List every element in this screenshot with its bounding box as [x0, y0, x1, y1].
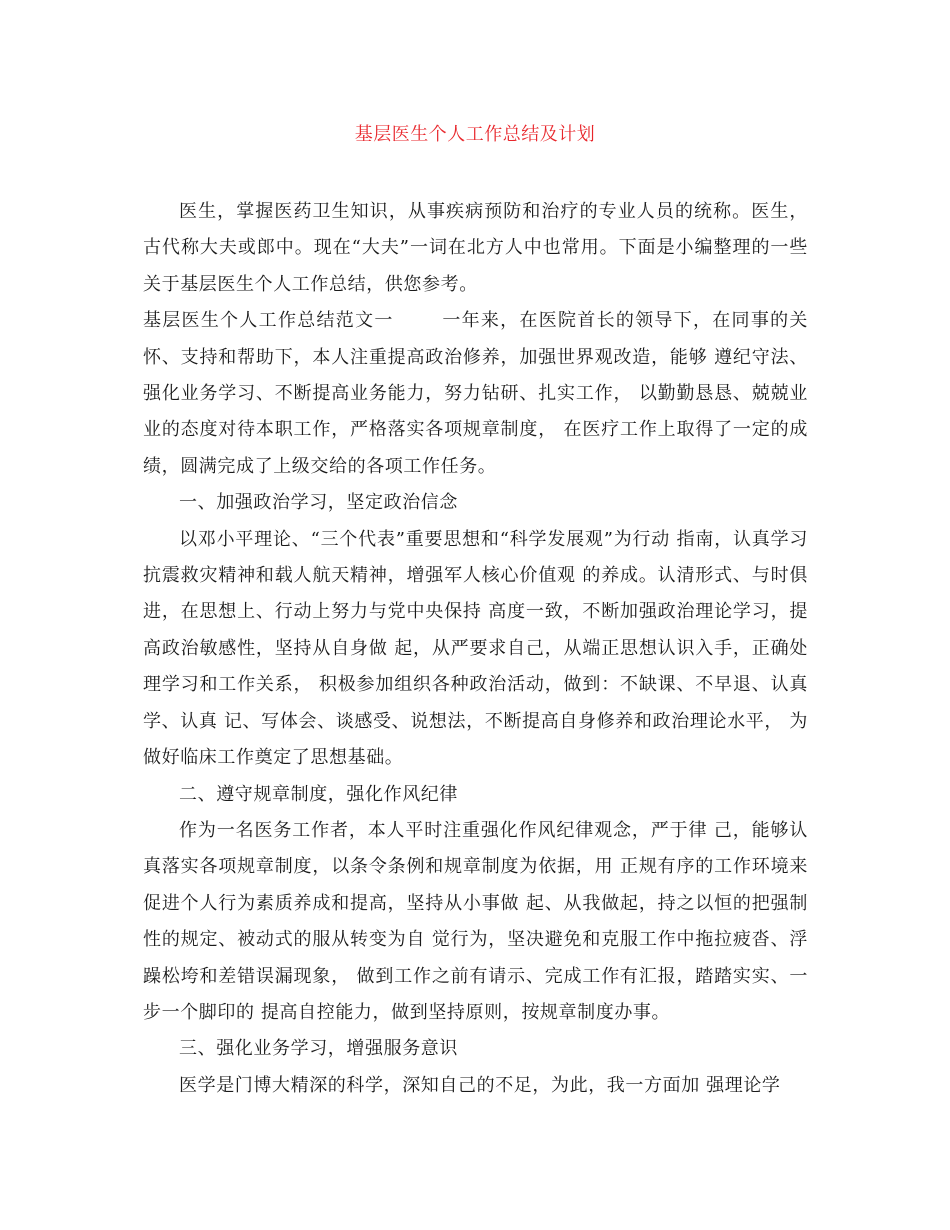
- section2-heading: 二、遵守规章制度，强化作风纪律: [179, 783, 458, 805]
- document-title: 基层医生个人工作总结及计划: [354, 124, 596, 145]
- section1-heading: 一、加强政治学习，坚定政治信念: [179, 492, 458, 514]
- sample-heading: 基层医生个人工作总结范文一: [143, 310, 394, 332]
- document-body: [143, 194, 808, 1104]
- section3-heading: 三、强化业务学习，增强服务意识: [179, 1038, 458, 1060]
- section2-body: 作为一名医务工作者，本人平时注重强化作风纪律观念，严于律 己，能够认真落实各项规章制度，以条令条例和规章制度为依据，用 正规有序的工作环境来促进个人行为素质养成和提高，坚持从小事做 起、从我做起，持之以恒的把强制性的规定、被动式的服从转变为自 觉行为，坚决避免和克服工作中拖拉疲沓、浮躁松垮和差错误漏现象， 做到工作之前有请示、完成工作有汇报，踏踏实实、一步一个脚印的 提高自控能力，做到坚持原则，按规章制度办事。: [143, 819, 808, 1023]
- intro-paragraph: 医生，掌握医药卫生知识，从事疾病预防和治疗的专业人员的统称。医生，古代称大夫或郎中。现在“大夫”一词在北方人中也常用。下面是小编整理的一些关于基层医生个人工作总结，供您参考。: [143, 201, 808, 295]
- section3-body: 医学是门博大精深的科学，深知自己的不足，为此，我一方面加 强理论学: [179, 1074, 781, 1096]
- section1-body: 以邓小平理论、“三个代表”重要思想和“科学发展观”为行动 指南，认真学习抗震救灾精神和载人航天精神，增强军人核心价值观 的养成。认清形式、与时俱进，在思想上、行动上努力与党中央保持 高度一致，不断加强政治理论学习，提高政治敏感性，坚持从自身做 起，从严要求自己，从端正思想认识入手，正确处理学习和工作关系， 积极参加组织各种政治活动，做到：不缺课、不早退、认真学、认真 记、写体会、谈感受、说想法，不断提高自身修养和政治理论水平， 为做好临床工作奠定了思想基础。: [143, 528, 808, 769]
- sample-paragraph: [143, 303, 808, 485]
- sample-opening: 一年来，在医院首长的领导下，在同事的关怀、支持和帮助下，本人注重提高政治修养，加强世界观改造，能够 遵纪守法、强化业务学习、不断提高业务能力，努力钻研、扎实工作， 以勤勤恳恳、兢兢业业的态度对待本职工作，严格落实各项规章制度， 在医疗工作上取得了一定的成绩，圆满完成了上级交给的各项工作任务。: [143, 310, 808, 477]
